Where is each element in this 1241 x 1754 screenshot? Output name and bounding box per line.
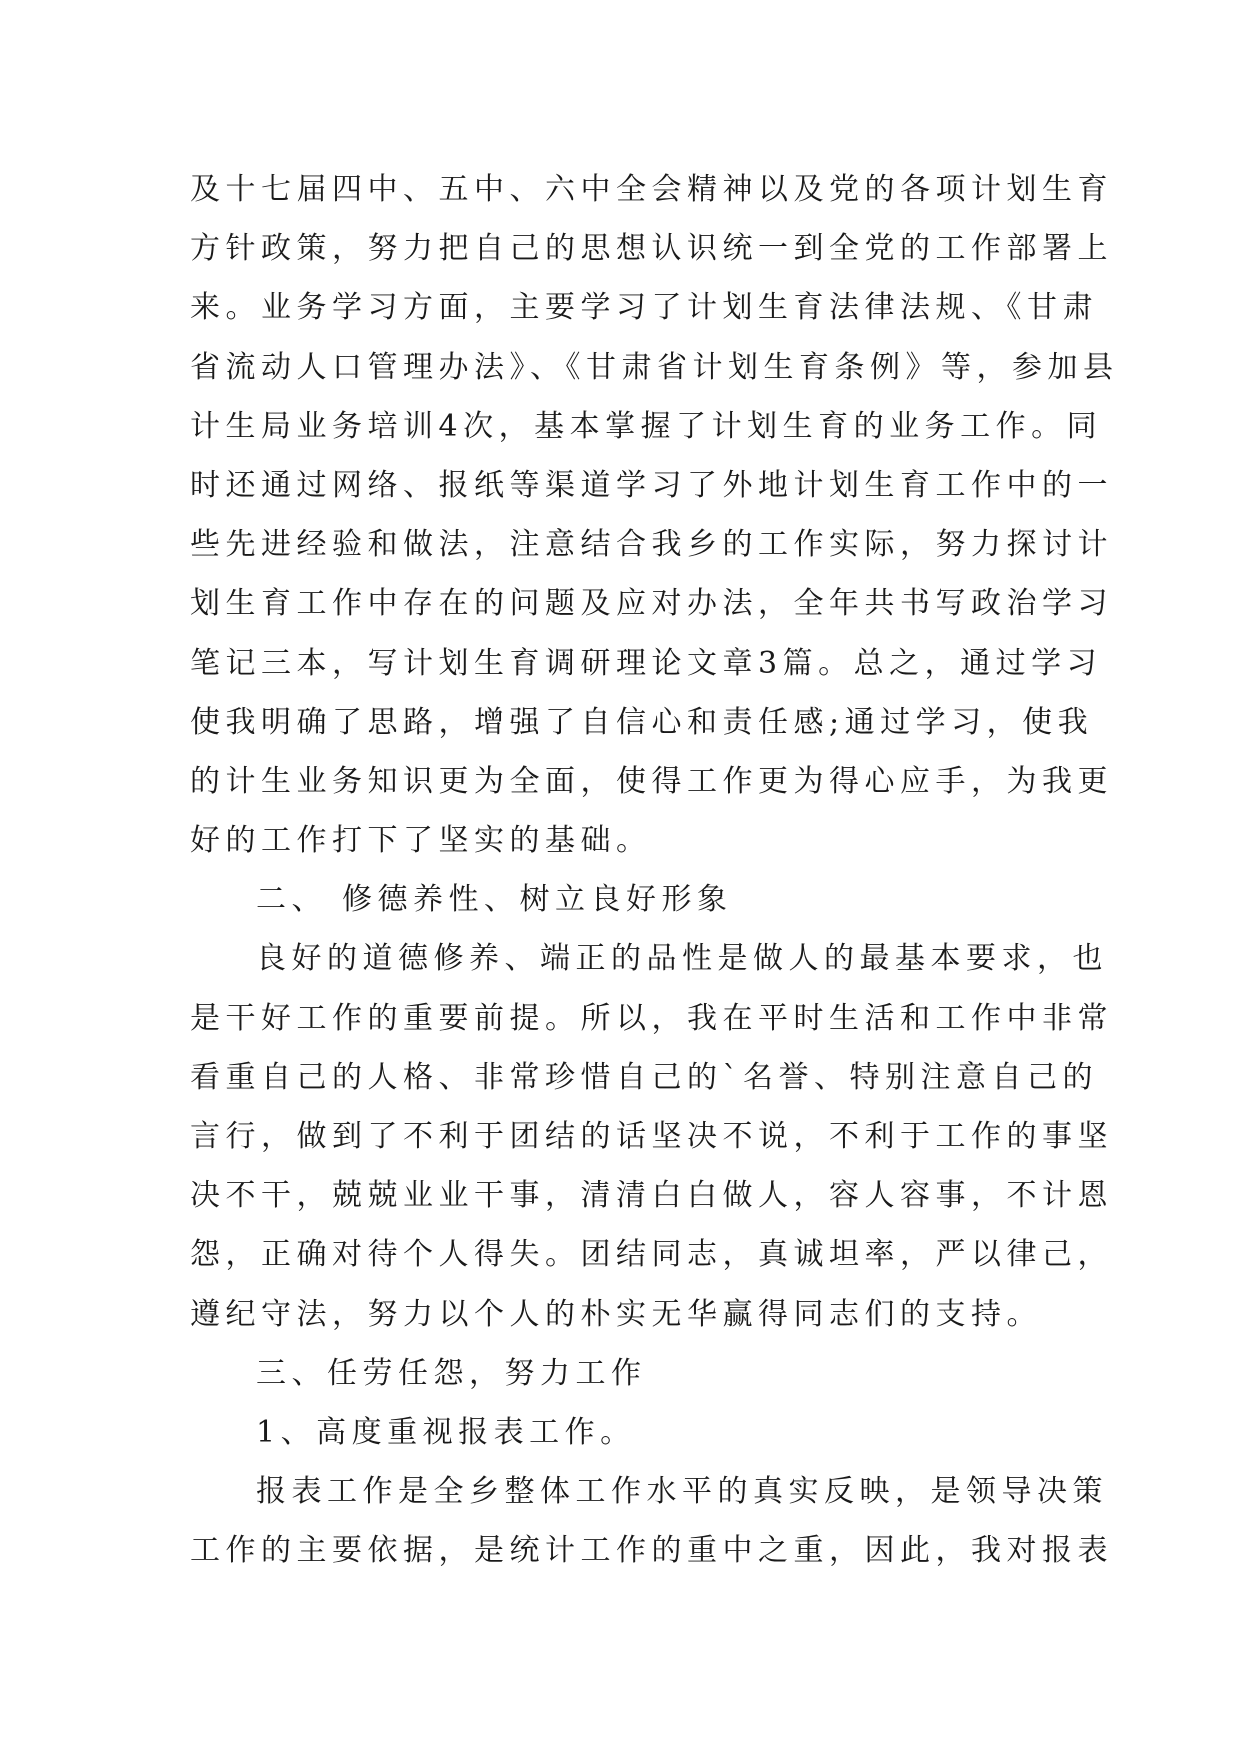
text-line: 计生局业务培训4次，基本掌握了计划生育的业务工作。同 — [190, 408, 1103, 444]
text-line: 些先进经验和做法，注意结合我乡的工作实际，努力探讨计 — [190, 527, 1113, 563]
text-line: 时还通过网络、报纸等渠道学习了外地计划生育工作中的一 — [190, 467, 1113, 503]
text-line: 笔记三本，写计划生育调研理论文章3篇。总之，通过学习 — [190, 645, 1103, 681]
text-line: 言行，做到了不利于团结的话坚决不说，不利于工作的事坚 — [190, 1119, 1113, 1154]
text-line: 及十七届四中、五中、六中全会精神以及党的各项计划生育 — [190, 172, 1113, 207]
text-line: 决不干，兢兢业业干事，清清白白做人，容人容事，不计恩 — [190, 1178, 1113, 1214]
text-line: 省流动人口管理办法》、《甘肃省计划生育条例》等，参加县 — [190, 349, 1119, 385]
text-line: 三、任劳任怨，努力工作 — [256, 1355, 647, 1391]
text-line: 的计生业务知识更为全面，使得工作更为得心应手，为我更 — [190, 763, 1113, 799]
text-line: 划生育工作中存在的问题及应对办法，全年共书写政治学习 — [190, 586, 1113, 622]
text-line: 良好的道德修养、端正的品性是做人的最基本要求，也 — [256, 941, 1108, 977]
text-line: 工作的主要依据，是统计工作的重中之重，因此，我对报表 — [190, 1533, 1113, 1569]
text-line: 1、高度重视报表工作。 — [256, 1414, 636, 1450]
text-line: 报表工作是全乡整体工作水平的真实反映，是领导决策 — [256, 1474, 1108, 1510]
text-line: 方针政策，努力把自己的思想认识统一到全党的工作部署上 — [190, 231, 1113, 267]
text-line: 使我明确了思路，增强了自信心和责任感;通过学习，使我 — [190, 704, 1094, 740]
text-line: 看重自己的人格、非常珍惜自己的`名誉、特别注意自己的 — [190, 1059, 1098, 1095]
text-line: 怨，正确对待个人得失。团结同志，真诚坦率，严以律己， — [190, 1237, 1113, 1273]
text-line: 好的工作打下了坚实的基础。 — [190, 823, 652, 859]
text-line: 二、 修德养性、树立良好形象 — [256, 882, 733, 918]
text-line: 是干好工作的重要前提。所以，我在平时生活和工作中非常 — [190, 1000, 1113, 1036]
text-line: 遵纪守法，努力以个人的朴实无华赢得同志们的支持。 — [190, 1296, 1042, 1332]
document-body — [190, 160, 1119, 1581]
text-line: 来。业务学习方面，主要学习了计划生育法律法规、《甘肃 — [190, 290, 1098, 326]
